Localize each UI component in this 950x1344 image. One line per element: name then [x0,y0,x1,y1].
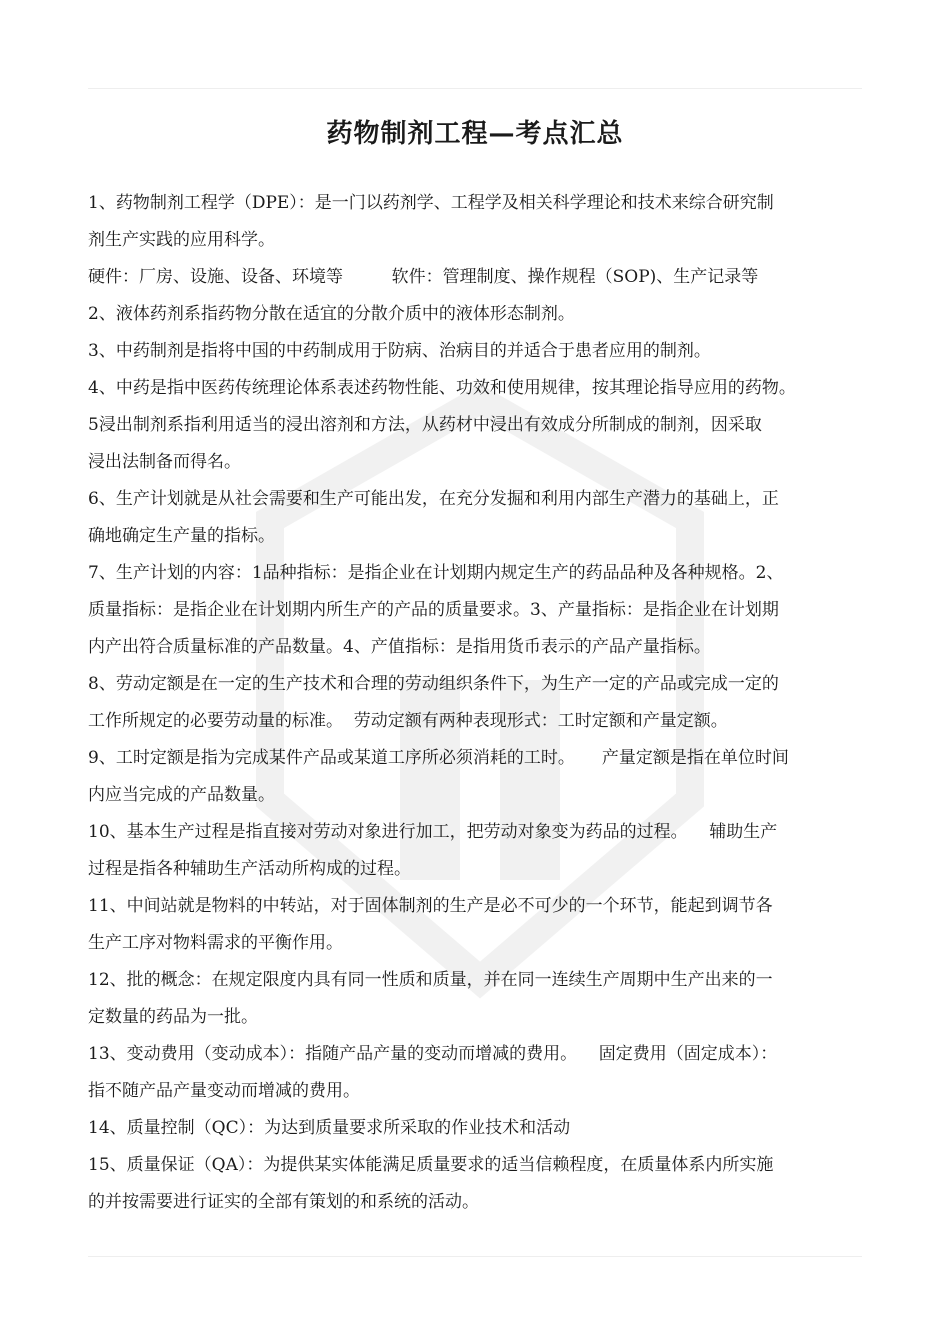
text-line: 过程是指各种辅助生产活动所构成的过程。 [88,859,411,879]
text-line: 1、药物制剂工程学（DPE）：是一门以药剂学、工程学及相关科学理论和技术来综合研究制 [88,193,774,213]
text-line: 13、变动费用（变动成本）：指随产品产量的变动而增减的费用。 固定费用（固定成本）： [88,1044,778,1064]
text-line: 质量指标：是指企业在计划期内所生产的产品的质量要求。3、产量指标：是指企业在计划期 [88,600,779,620]
text-line: 剂生产实践的应用科学。 [88,230,275,250]
text-line: 7、生产计划的内容：1品种指标：是指企业在计划期内规定生产的药品品种及各种规格。2、 [88,563,784,583]
text-line: 11、中间站就是物料的中转站，对于固体制剂的生产是必不可少的一个环节，能起到调节各 [88,896,773,916]
document-body [88,185,878,1221]
text-line: 9、工时定额是指为完成某件产品或某道工序所必须消耗的工时。 产量定额是指在单位时间 [88,748,789,768]
text-line: 生产工序对物料需求的平衡作用。 [88,933,343,953]
text-line: 6、生产计划就是从社会需要和生产可能出发，在充分发掘和利用内部生产潜力的基础上，正 [88,489,779,509]
text-line: 8、劳动定额是在一定的生产技术和合理的劳动组织条件下，为生产一定的产品或完成一定的 [88,674,779,694]
text-line: 内应当完成的产品数量。 [88,785,275,805]
text-line: 工作所规定的必要劳动量的标准。 劳动定额有两种表现形式：工时定额和产量定额。 [88,711,728,731]
text-line: 硬件：厂房、设施、设备、环境等 软件：管理制度、操作规程（SOP)、生产记录等 [88,267,759,287]
text-line: 15、质量保证（QA）：为提供某实体能满足质量要求的适当信赖程度，在质量体系内所实施 [88,1155,774,1175]
top-divider [88,88,862,89]
text-line: 2、液体药剂系指药物分散在适宜的分散介质中的液体形态制剂。 [88,304,575,324]
text-line: 14、质量控制（QC）：为达到质量要求所采取的作业技术和活动 [88,1118,571,1138]
text-line: 3、中药制剂是指将中国的中药制成用于防病、治病目的并适合于患者应用的制剂。 [88,341,711,361]
text-line: 浸出法制备而得名。 [88,452,241,472]
text-line: 指不随产品产量变动而增减的费用。 [88,1081,360,1101]
text-line: 内产出符合质量标准的产品数量。4、产值指标：是指用货币表示的产品产量指标。 [88,637,711,657]
page-title: 药物制剂工程—考点汇总 [326,119,624,149]
text-line: 10、基本生产过程是指直接对劳动对象进行加工，把劳动对象变为药品的过程。 辅助生产 [88,822,778,842]
text-line: 5浸出制剂系指利用适当的浸出溶剂和方法，从药材中浸出有效成分所制成的制剂，因采取 [88,415,762,435]
text-line: 4、中药是指中医药传统理论体系表述药物性能、功效和使用规律，按其理论指导应用的药物。 [88,378,796,398]
bottom-divider [88,1256,862,1257]
text-line: 定数量的药品为一批。 [88,1007,258,1027]
text-line: 确地确定生产量的指标。 [88,526,275,546]
text-line: 12、批的概念：在规定限度内具有同一性质和质量，并在同一连续生产周期中生产出来的一 [88,970,773,990]
text-line: 的并按需要进行证实的全部有策划的和系统的活动。 [88,1192,479,1212]
